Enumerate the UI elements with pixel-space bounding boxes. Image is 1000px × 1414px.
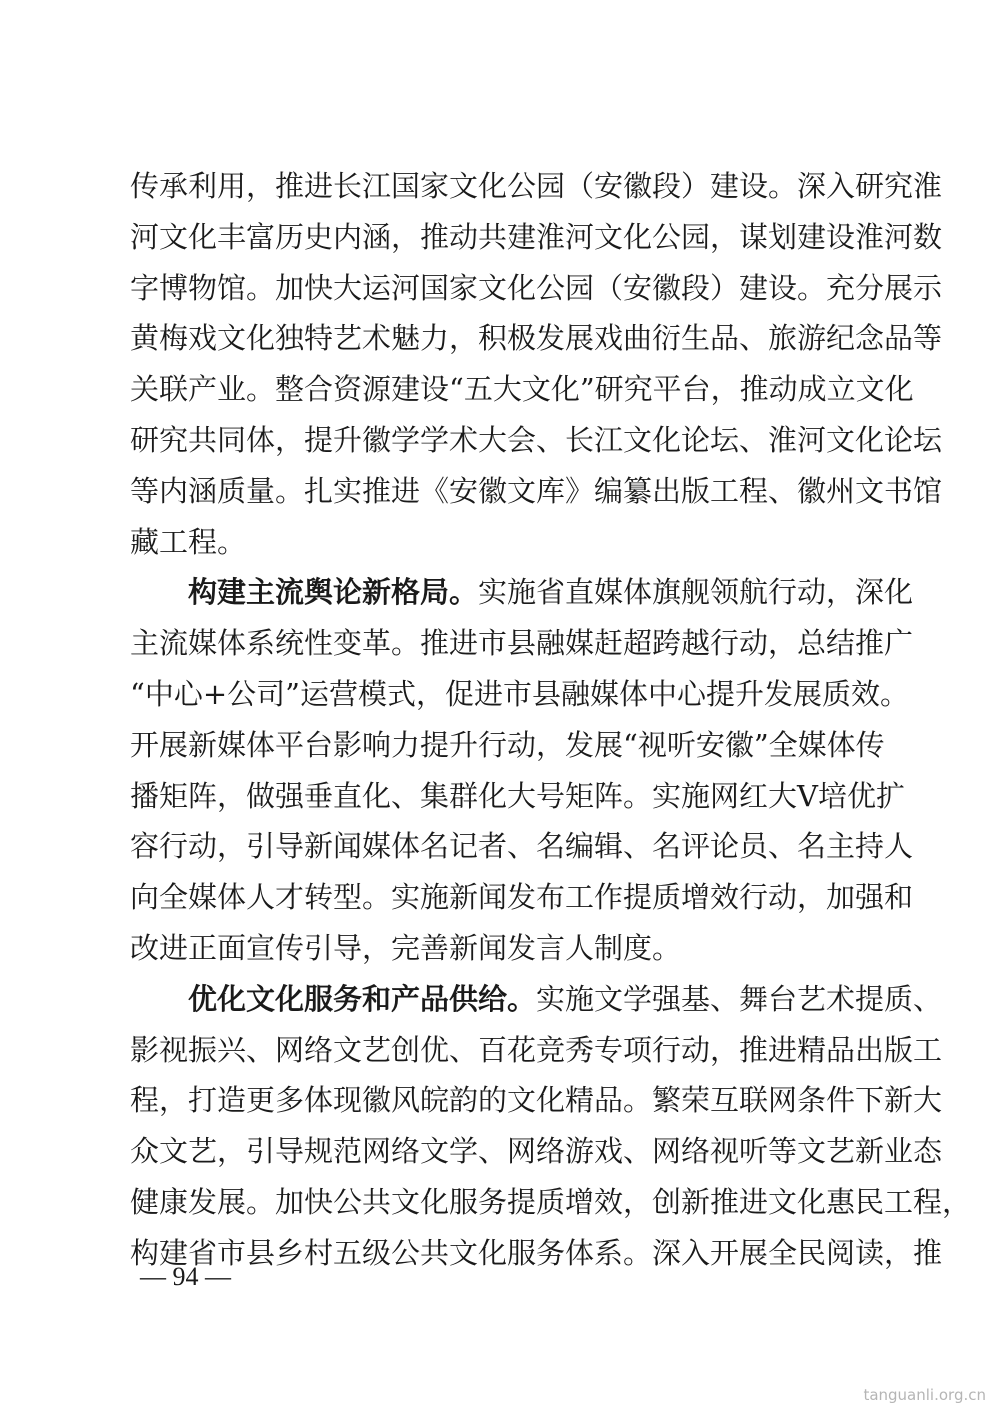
paragraph-3-line-4: 众文艺，引导规范网络文学、网络游戏、网络视听等文艺新业态 — [130, 1134, 943, 1168]
paragraph-1-line-1: 传承利用，推进长江国家文化公园（安徽段）建设。深入研究淮 — [130, 169, 943, 203]
paragraph-1-line-6: 研究共同体，提升徽学学术大会、长江文化论坛、淮河文化论坛 — [130, 423, 943, 457]
paragraph-1-line-4: 黄梅戏文化独特艺术魅力，积极发展戏曲衍生品、旅游纪念品等 — [130, 321, 943, 355]
paragraph-2-line-2: 主流媒体系统性变革。推进市县融媒赶超跨越行动，总结推广 — [130, 626, 914, 660]
paragraph-2-line-5: 播矩阵，做强垂直化、集群化大号矩阵。实施网红大V培优扩 — [130, 779, 905, 813]
page-number: — 94 — — [140, 1262, 231, 1291]
watermark-text: tanguanli.org.cn — [863, 1386, 986, 1404]
paragraph-2-first-rest: 实施省直媒体旗舰领航行动，深化 — [478, 575, 914, 609]
paragraph-3-heading: 优化文化服务和产品供给。 — [188, 982, 537, 1016]
paragraph-3-line-5: 健康发展。加快公共文化服务提质增效，创新推进文化惠民工程， — [130, 1185, 972, 1219]
paragraph-2-line-3: “中心+公司”运营模式，促进市县融媒体中心提升发展质效。 — [130, 677, 909, 711]
paragraph-3-line-6: 构建省市县乡村五级公共文化服务体系。深入开展全民阅读，推 — [130, 1236, 943, 1270]
paragraph-2-line-6: 容行动，引导新闻媒体名记者、名编辑、名评论员、名主持人 — [130, 829, 914, 863]
paragraph-2-first-line — [188, 574, 914, 610]
paragraph-1-line-2: 河文化丰富历史内涵，推动共建淮河文化公园，谋划建设淮河数 — [130, 220, 943, 254]
paragraph-2-line-8: 改进正面宣传引导，完善新闻发言人制度。 — [130, 931, 682, 965]
paragraph-1-line-3: 字博物馆。加快大运河国家文化公园（安徽段）建设。充分展示 — [130, 271, 943, 305]
paragraph-1-line-7: 等内涵质量。扎实推进《安徽文库》编纂出版工程、徽州文书馆 — [130, 474, 943, 508]
paragraph-2-line-7: 向全媒体人才转型。实施新闻发布工作提质增效行动，加强和 — [130, 880, 914, 914]
paragraph-3-line-3: 程，打造更多体现徽风皖韵的文化精品。繁荣互联网条件下新大 — [130, 1083, 943, 1117]
paragraph-2-heading: 构建主流舆论新格局。 — [188, 575, 479, 609]
paragraph-3-line-2: 影视振兴、网络文艺创优、百花竞秀专项行动，推进精品出版工 — [130, 1033, 943, 1067]
paragraph-3-first-line — [188, 981, 943, 1017]
paragraph-2-line-4: 开展新媒体平台影响力提升行动，发展“视听安徽”全媒体传 — [130, 728, 885, 762]
paragraph-1-line-8: 藏工程。 — [130, 525, 247, 559]
paragraph-1-line-5: 关联产业。整合资源建设“五大文化”研究平台，推动成立文化 — [130, 372, 914, 406]
paragraph-3-first-rest: 实施文学强基、舞台艺术提质、 — [536, 982, 943, 1016]
